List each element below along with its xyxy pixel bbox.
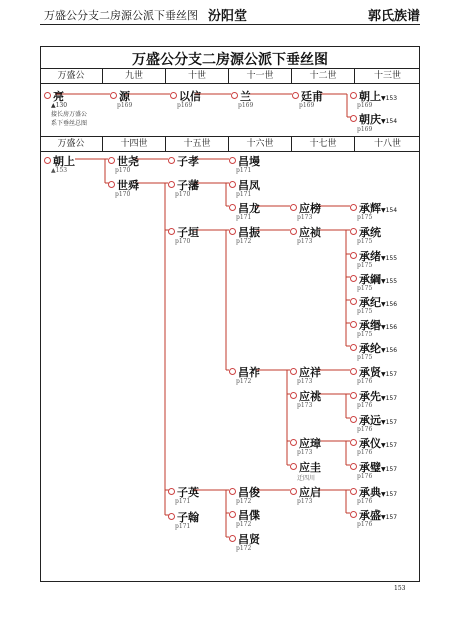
page-ref: p173 xyxy=(297,378,313,385)
person-name: 应祧 xyxy=(299,390,321,403)
page-ref: p176 xyxy=(357,426,373,433)
page-ref: p175 xyxy=(357,285,373,292)
arrow-ref: ▼154 xyxy=(381,207,398,214)
gen-cell: 万盛公 xyxy=(40,137,103,151)
page-ref: p176 xyxy=(357,449,373,456)
page-ref: p169 xyxy=(177,102,193,109)
gen-cell: 十四世 xyxy=(103,137,166,151)
person-name: 昌俊 xyxy=(238,486,260,499)
person-name: 应祥 xyxy=(299,366,321,379)
person-yuan: 源 xyxy=(110,88,130,104)
person-name: 昌墁 xyxy=(238,155,260,168)
page-ref: p172 xyxy=(236,498,252,505)
page-ref: p169 xyxy=(357,126,373,133)
person-name: 应祯 xyxy=(299,226,321,239)
page-ref: p173 xyxy=(297,498,313,505)
person-name: 应璋 xyxy=(299,437,321,450)
person-name: 应启 xyxy=(299,486,321,499)
page-ref: p175 xyxy=(357,262,373,269)
person-name: 世舜 xyxy=(117,179,139,192)
person-liang-note: 系下垂丝总图 xyxy=(51,120,88,127)
person-lan: 兰 xyxy=(231,88,251,104)
arrow-ref: ▼157 xyxy=(381,514,398,521)
page-ref: 迁四川 xyxy=(297,475,316,482)
page-ref: p170 xyxy=(115,191,131,198)
person-name: 朝上 xyxy=(53,155,75,168)
person-name: 世尧 xyxy=(117,155,139,168)
header-book-name: 郭氏族谱 xyxy=(368,9,421,24)
page-ref: p175 xyxy=(357,214,373,221)
page-ref: p169 xyxy=(238,102,254,109)
header-left-title: 万盛公分支二房源公派下垂丝图 xyxy=(44,9,198,22)
gen-cell: 十五世 xyxy=(166,137,229,151)
arrow-ref: ▼156 xyxy=(381,347,398,354)
arrow-ref: ▼155 xyxy=(381,278,398,285)
page-ref: p173 xyxy=(297,402,313,409)
gen-cell: 十八世 xyxy=(373,139,401,149)
person-name: 子垣 xyxy=(177,226,199,239)
header-hall-name: 汾阳堂 xyxy=(208,9,248,24)
page-ref: p170 xyxy=(175,238,191,245)
page-ref: p171 xyxy=(236,191,252,198)
page-ref: p169 xyxy=(299,102,315,109)
person-chaoshang: 朝上▼153 xyxy=(350,88,397,104)
page-ref: p173 xyxy=(297,238,313,245)
person-name: 承璧 xyxy=(359,461,381,474)
person-name: 承统 xyxy=(359,226,381,239)
page-ref: p172 xyxy=(236,545,252,552)
person-name: 昌偞 xyxy=(238,509,260,522)
person-name: 承典 xyxy=(359,486,381,499)
arrow-ref: ▼157 xyxy=(381,491,398,498)
arrow-ref: ▼156 xyxy=(381,301,398,308)
person-name: 昌贤 xyxy=(238,533,260,546)
person-name: 子藩 xyxy=(177,179,199,192)
page-ref: p176 xyxy=(357,378,373,385)
person-liang: 亮 xyxy=(44,88,64,104)
page-ref: p173 xyxy=(297,214,313,221)
arrow-ref: ▼157 xyxy=(381,442,398,449)
person-liang-ref: ▲130 xyxy=(51,102,68,109)
gen-cell: 九世 xyxy=(103,69,166,83)
person-name: 子孝 xyxy=(177,155,199,168)
page-ref: p175 xyxy=(357,238,373,245)
person-name: 应圭 xyxy=(299,461,321,474)
person-name: 昌凤 xyxy=(238,179,260,192)
person-name: 承盛 xyxy=(359,509,381,522)
arrow-ref: ▼156 xyxy=(381,324,398,331)
gen-cell: 十世 xyxy=(166,69,229,83)
arrow-ref: ▼154 xyxy=(381,118,398,125)
gen-cell: 十一世 xyxy=(229,69,292,83)
page-ref: p176 xyxy=(357,402,373,409)
person-name: 承綱 xyxy=(359,273,381,286)
page-ref: p175 xyxy=(357,354,373,361)
page-ref: p170 xyxy=(115,167,131,174)
page-ref: p171 xyxy=(236,214,252,221)
arrow-ref: ▼157 xyxy=(381,395,398,402)
person-name: 承纪 xyxy=(359,296,381,309)
gen-cell: 万盛公 xyxy=(40,69,103,83)
page-ref: p176 xyxy=(357,498,373,505)
person-name: 子翰 xyxy=(177,511,199,524)
person-name: 昌祚 xyxy=(238,366,260,379)
person-name: 承缗 xyxy=(359,319,381,332)
page-ref: p169 xyxy=(117,102,133,109)
person-name: 承辉 xyxy=(359,202,381,215)
page-ref: ▲153 xyxy=(51,167,68,174)
chart-title: 万盛公分支二房源公派下垂丝图 xyxy=(132,52,328,68)
person-name: 承纶 xyxy=(359,342,381,355)
person-name: 承远 xyxy=(359,414,381,427)
gen-cell: 十七世 xyxy=(292,137,355,151)
gen-cell: 十三世 xyxy=(373,71,401,81)
page-ref: p176 xyxy=(357,473,373,480)
page-ref: p172 xyxy=(236,378,252,385)
person-name: 承仪 xyxy=(359,437,381,450)
person-name: 应榜 xyxy=(299,202,321,215)
person-liang-note: 接长房万盛公 xyxy=(51,111,88,118)
person-name: 子英 xyxy=(177,486,199,499)
page-ref: p175 xyxy=(357,308,373,315)
person-yixin: 以信 xyxy=(170,88,201,104)
person-name: 承贤 xyxy=(359,366,381,379)
page-ref: p171 xyxy=(175,523,191,530)
page-ref: p176 xyxy=(357,521,373,528)
arrow-ref: ▼157 xyxy=(381,466,398,473)
arrow-ref: ▼155 xyxy=(381,255,398,262)
page-ref: p172 xyxy=(236,238,252,245)
gen-cell: 十二世 xyxy=(292,69,355,83)
page-ref: p171 xyxy=(236,167,252,174)
page-ref: p172 xyxy=(236,521,252,528)
arrow-ref: ▼153 xyxy=(381,95,398,102)
person-name: 承先 xyxy=(359,390,381,403)
person-zixiao xyxy=(168,153,199,169)
page-ref: p171 xyxy=(175,498,191,505)
person-name: 昌振 xyxy=(238,226,260,239)
person-chaoqing: 朝庆▼154 xyxy=(350,111,397,127)
page-ref: p169 xyxy=(357,102,373,109)
gen-cell: 十六世 xyxy=(229,137,292,151)
person-tingfu: 廷甫 xyxy=(292,88,323,104)
page-number: 153 xyxy=(394,585,406,592)
page-ref: p175 xyxy=(357,331,373,338)
page-ref: p170 xyxy=(175,191,191,198)
person-name: 承绪 xyxy=(359,250,381,263)
arrow-ref: ▼157 xyxy=(381,419,398,426)
page-ref: p173 xyxy=(297,449,313,456)
arrow-ref: ▼157 xyxy=(381,371,398,378)
person-name: 昌龙 xyxy=(238,202,260,215)
